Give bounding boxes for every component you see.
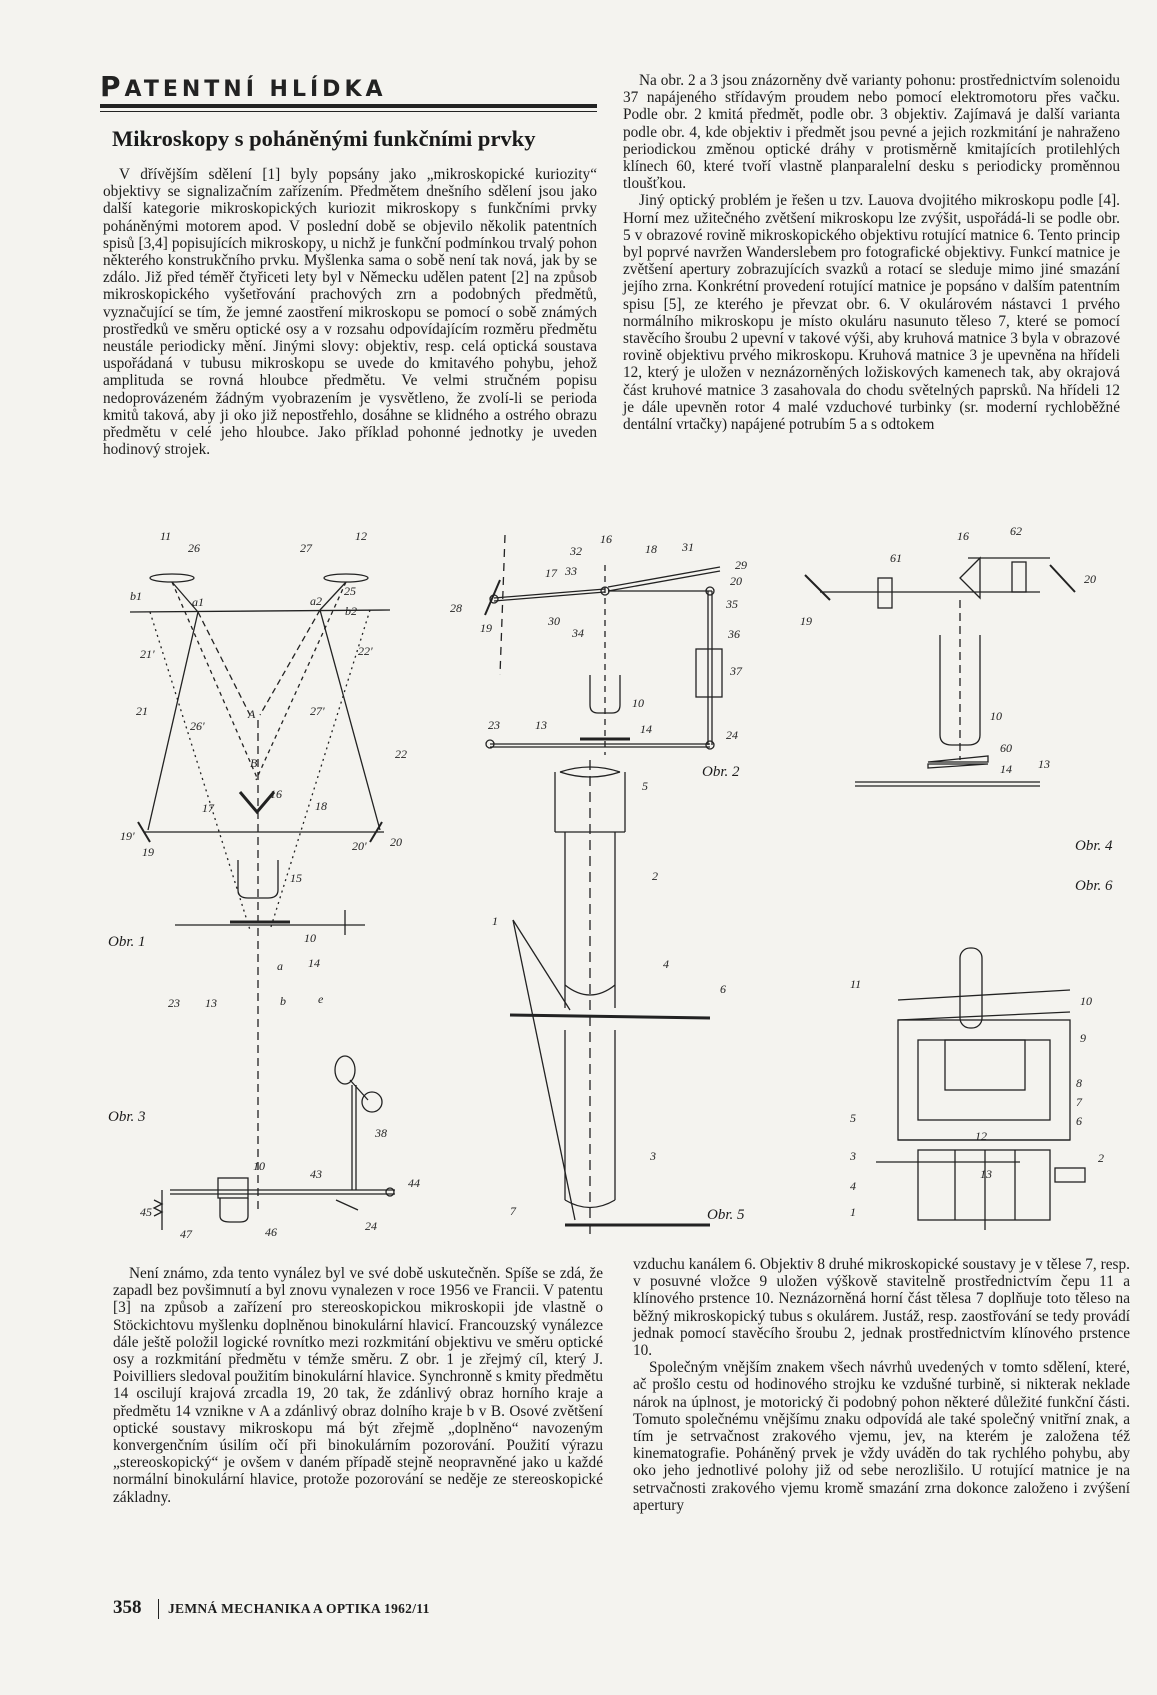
fig3-label: 38 — [375, 1126, 387, 1140]
fig5-label: 2 — [652, 869, 658, 883]
fig6-label: 2 — [1098, 1151, 1104, 1165]
right-column-bottom — [633, 1256, 1130, 1514]
journal-name: JEMNÁ MECHANIKA A OPTIKA 1962/11 — [168, 1601, 430, 1616]
fig3-label: 47 — [180, 1227, 192, 1241]
fig4-label: 14 — [1000, 762, 1012, 776]
fig2-label: 23 — [488, 718, 500, 732]
figure-1-diagram — [120, 530, 440, 1010]
figure-4-diagram — [800, 520, 1120, 810]
section-heading: PATENTNÍ HLÍDKA — [100, 70, 387, 103]
fig2-label: 19 — [480, 621, 492, 635]
fig1-label: b2 — [345, 604, 357, 618]
figure-6-caption: Obr. 6 — [1075, 878, 1113, 894]
fig1-label: 22' — [358, 644, 373, 658]
fig5-label: 3 — [650, 1149, 656, 1163]
fig2-label: 30 — [548, 614, 560, 628]
fig2-label: 36 — [728, 627, 740, 641]
figure-2-diagram — [450, 525, 750, 765]
fig2-label: 33 — [565, 564, 577, 578]
fig2-label: 16 — [600, 532, 612, 546]
fig1-label: A — [248, 707, 256, 721]
fig3-label: 46 — [265, 1225, 277, 1239]
fig3-label: 45 — [140, 1205, 152, 1219]
figure-5-caption: Obr. 5 — [707, 1207, 745, 1223]
fig3-label: 43 — [310, 1167, 322, 1181]
paragraph: Není známo, zda tento vynález byl ve své době uskutečněn. Spíše se zdá, že zapadl bez povšimnutí a byl znovu vynalezen v roce 1956 ve Francii. V patentu [3] na způsob a zařízení pro stereoskopickou mikroskopii jde vlastně o Stöckichtovu myšlenku doplněnou binokulární hlavicí. Francouzský vynálezce dále ještě položil logické rovnítko mezi rozkmitání objektivu ve směru optické osy a rozkmitání předmětu v témže směru. Z obr. 1 je zřejmý cíl, který J. Poivilliers sledoval použitím binokulární hlavice. Synchronně s kmity předmětu 14 oscilují krajová zrcadla 19, 20 tak, že zdánlivý obraz horního kraje a předmětu 14 vznikne v A a zdánlivý obraz dolního kraje b v B. Osové zvětšení optické soustavy mikroskopu má být zřejmě „doplněno“ navozeným konvergenčním úsilím očí při binokulárním pozorování. Použití výrazu „stereoskopický“ je ovšem v daném případě stejně neopravněné jako u každé normální binokulární hlavice, protože pozorování se neděje ze stereoskopické základny. — [113, 1265, 603, 1506]
fig2-label: 32 — [570, 544, 582, 558]
fig2-label: 29 — [735, 558, 747, 572]
fig2-label: 31 — [682, 540, 694, 554]
fig1-label: 17 — [202, 801, 214, 815]
figure-3-diagram — [140, 1040, 440, 1240]
fig1-label: 26 — [188, 541, 200, 555]
fig4-label: 19 — [800, 614, 812, 628]
paragraph: vzduchu kanálem 6. Objektiv 8 druhé mikroskopické soustavy je v tělese 7, resp. v posuvné vložce 9 uložen výškově stavitelně prostřednictvím čepu 11 a klínového prstence 10. Neznázorněná horní část tělesa 7 doplňuje toto těleso na běžný mikroskopický tubus s okulárem. Justáž, resp. zaostřování se tedy provádí jednak pomocí stavěcího šroubu 2, jednak prostřednictvím klínového prstence 10. — [633, 1256, 1130, 1360]
fig6-label: 5 — [850, 1111, 856, 1125]
fig2-label: 24 — [726, 728, 738, 742]
fig2-label: 14 — [640, 722, 652, 736]
fig1-label: a1 — [192, 595, 204, 609]
fig1-label: b — [280, 994, 286, 1008]
fig4-label: 13 — [1038, 757, 1050, 771]
paragraph: Společným vnějším znakem všech návrhů uvedených v tomto sdělení, které, ač prošlo cestu od hodinového strojku ke vzdušné turbině, si nikterak neklade nárok na úplnost, je motorický či podobný pohon některé důležité funkční části. Tomuto společnému vnějšímu znaku odpovídá ale také společný vnitřní znak, a tím je setrvačnost zrakového vjemu, jev, na kterém je založena též kinematografie. Poháněný prvek je vždy uváděn do tak rychlého pohybu, aby oko jeho jednotlivé polohy již od sebe nerozlišilo. U rotující matnice je na setrvačnosti zrakového vjemu kromě smazání zrna dokonce založeno i zvýšení apertury — [633, 1359, 1130, 1514]
fig3-label: 10 — [253, 1159, 265, 1173]
fig1-label: 23 — [168, 996, 180, 1010]
fig2-label: 20 — [730, 574, 742, 588]
paragraph: V dřívějším sdělení [1] byly popsány jako „mikroskopické kuriozity“ objektivy se signalizačním zařízením. Předmětem dnešního sdělení jsou jako další kategorie mikroskopických kuriozit mikroskopy s funkčními prvky poháněnými motorem apod. V poslední době se objevilo několik patentních spisů [3,4] popisujících mikroskopy, u nichž je funkční podmínkou trvalý pohon některého konstrukčního prvku. Myšlenka sama o sobě není tak nová, jak by se zdálo. Již před téměř čtyřiceti lety byl v Německu udělen patent [2] na způsob mikroskopického vyšetřování prachových zrn a podobných předmětů, vyznačující se tím, že jemné zaostření mikroskopu se pomocí o sobě známých prostředků ve směru optické osy a v rozsahu odpovídajícím rozměru předmětu neustále periodicky mění. Jinými slovy: objektiv, resp. celá optická soustava uspořádaná v tubusu mikroskopu se uvede do kmitavého pohybu, jehož amplituda se rovná hloubce předmětu. Ve velmi stručném popisu nedoprovázeném žádným vyobrazením je vysvětleno, že zvolí-li se perioda kmitů taková, aby ji oko již nepostřehlo, dosáhne se klidného a ostrého obrazu předmětu v celé jeho hloubce. Jako příklad pohonné jednotky je uveden hodinový strojek. — [103, 166, 597, 459]
fig3-label: 24 — [365, 1219, 377, 1233]
fig1-label: 14 — [308, 956, 320, 970]
fig1-label: 26' — [190, 719, 205, 733]
fig1-label: 16 — [270, 787, 282, 801]
fig1-label: a2 — [310, 594, 322, 608]
left-column-top — [103, 166, 597, 458]
fig6-label: 3 — [850, 1149, 856, 1163]
fig1-label: e — [318, 992, 324, 1006]
fig6-label: 7 — [1076, 1095, 1082, 1109]
fig1-label: 20 — [390, 835, 402, 849]
fig1-label: a — [277, 959, 283, 973]
paragraph: Na obr. 2 a 3 jsou znázorněny dvě varianty pohonu: prostřednictvím solenoidu 37 napájeného střídavým proudem nebo pomocí elektromotoru přes vačku. Podle obr. 2 kmitá předmět, podle obr. 3 objektiv. Zajímavá je další varianta podle obr. 4, kde objektiv i předmět jsou pevné a jejich rozkmitání je nahraženo periodickou změnou optické dráhy v protisměrně kmitajících protilehlých klínech 60, které tvoří vlastně planparalelní desku s periodicky proměnnou tloušťkou. — [623, 72, 1120, 193]
fig1-label: 19 — [142, 845, 154, 859]
fig1-label: 10 — [304, 931, 316, 945]
fig5-label: 1 — [492, 914, 498, 928]
article-title: Mikroskopy s poháněnými funkčními prvky — [112, 126, 536, 151]
fig1-label: 20' — [352, 839, 367, 853]
fig6-label: 9 — [1080, 1031, 1086, 1045]
fig4-label: 20 — [1084, 572, 1096, 586]
fig1-label: 11 — [160, 529, 172, 543]
fig6-label: 11 — [850, 977, 862, 991]
fig6-label: 4 — [850, 1179, 856, 1193]
fig5-label: 6 — [720, 982, 726, 996]
fig2-label: 28 — [450, 601, 462, 615]
fig1-label: 18 — [315, 799, 327, 813]
fig1-label: 19' — [120, 829, 135, 843]
fig5-label: 7 — [510, 1204, 516, 1218]
fig2-label: 18 — [645, 542, 657, 556]
fig2-label: 37 — [730, 664, 742, 678]
fig4-label: 61 — [890, 551, 902, 565]
fig4-label: 62 — [1010, 524, 1022, 538]
fig6-label: 10 — [1080, 994, 1092, 1008]
fig1-label: 22 — [395, 747, 407, 761]
left-column-bottom — [113, 1265, 603, 1506]
fig1-label: 27 — [300, 541, 312, 555]
figure-4-caption: Obr. 4 — [1075, 838, 1113, 854]
fig1-label: 12 — [355, 529, 367, 543]
fig2-label: 10 — [632, 696, 644, 710]
fig6-label: 6 — [1076, 1114, 1082, 1128]
figure-2-caption: Obr. 2 — [702, 764, 740, 780]
fig5-label: 5 — [642, 779, 648, 793]
fig1-label: 27' — [310, 704, 325, 718]
fig3-label: 44 — [408, 1176, 420, 1190]
fig1-label: 15 — [290, 871, 302, 885]
page-number: 358 — [113, 1597, 142, 1618]
figure-6-diagram — [840, 900, 1120, 1240]
fig4-label: 16 — [957, 529, 969, 543]
fig2-label: 35 — [726, 597, 738, 611]
fig2-label: 13 — [535, 718, 547, 732]
header-rule-thick — [100, 104, 597, 108]
fig1-label: b1 — [130, 589, 142, 603]
figure-5-diagram — [480, 760, 740, 1240]
fig1-label: 13 — [205, 996, 217, 1010]
figure-3-caption: Obr. 3 — [108, 1109, 146, 1125]
paragraph: Jiný optický problém je řešen u tzv. Lauova dvojitého mikroskopu podle [4]. Horní mez užitečného zvětšení mikroskopu lze zvýšit, uspořádá-li se podle obr. 5 v obrazové rovině mikroskopického objektivu rotující matnice 6. Tento princip byl poprvé navržen Wanderslebem pro fotografické objektivy. Funkcí matnice je zvětšení apertury zobrazujících svazků a rotací se sleduje mimo jiné smazání jejího zrna. Konkrétní provedení rotující matnice je popsáno v dalším patentním spisu [5], ze kterého je převzat obr. 6. V okulárovém nástavci 1 prvého normálního mikroskopu je místo okuláru nasunuto těleso 7, které se pomocí stavěcího šroubu 2 upevní v takové výši, aby kruhová matnice 3 byla v obrazové rovině objektivu prvého mikroskopu. Kruhová matnice 3 je upevněna na hřídeli 12, který je uložen v neznázorněných ložiskových kamenech tak, aby okrajová část kruhové matnice 3 zasahovala do chodu světelných paprsků. Na hřídeli 12 je dále upevněn rotor 4 malé vzduchové turbinky (sr. moderní rychloběžné dentální vrtačky) napájené potrubím 5 a s odtokem — [623, 192, 1120, 434]
fig6-label: 1 — [850, 1205, 856, 1219]
fig4-label: 10 — [990, 709, 1002, 723]
header-rule-thin — [100, 111, 597, 112]
right-column-top — [623, 72, 1120, 433]
fig6-label: 13 — [980, 1167, 992, 1181]
fig1-label: 21' — [140, 647, 155, 661]
fig1-label: 21 — [136, 704, 148, 718]
fig4-label: 60 — [1000, 741, 1012, 755]
fig6-label: 8 — [1076, 1076, 1082, 1090]
fig1-label: B — [250, 756, 258, 770]
fig5-label: 4 — [663, 957, 669, 971]
fig1-label: 25 — [344, 584, 356, 598]
fig6-label: 12 — [975, 1129, 987, 1143]
fig2-label: 17 — [545, 566, 557, 580]
footer-divider — [158, 1599, 159, 1619]
fig2-label: 34 — [572, 626, 584, 640]
figure-1-caption: Obr. 1 — [108, 934, 146, 950]
